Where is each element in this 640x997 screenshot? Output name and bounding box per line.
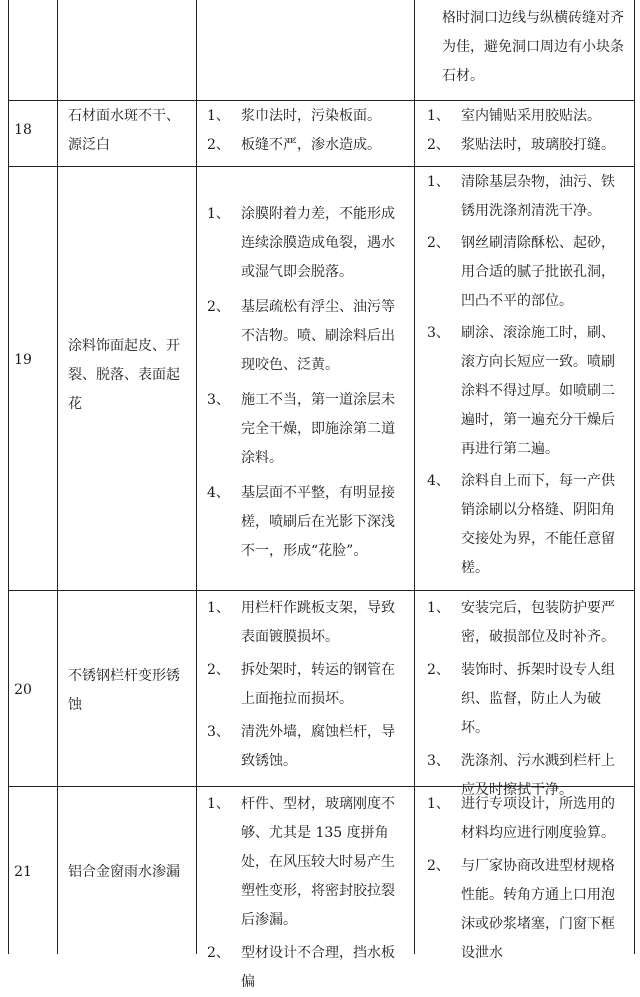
cause-item [207, 939, 407, 997]
cause-item [207, 790, 407, 935]
measure-marker: 3、 [427, 325, 450, 341]
cause-marker: 3、 [207, 392, 230, 408]
measure-item [427, 319, 627, 464]
cause-marker: 1、 [207, 206, 230, 222]
cause-item [207, 594, 407, 652]
measure-text: 安装完后，包装防护要严密，破损部位及时补齐。 [461, 600, 615, 645]
cause-marker: 2、 [207, 299, 230, 315]
issue-cell: 不锈钢栏杆变形锈蚀 [68, 668, 180, 713]
row-number: 20 [14, 682, 32, 698]
cause-marker: 1、 [207, 108, 230, 124]
cause-text: 用栏杆作跳板支架，导致表面镀膜损坏。 [241, 600, 395, 645]
measure-text: 与厂家协商改进型材规格性能。转角方通上口用泡沫或砂浆堵塞，门窗下框设泄水 [461, 858, 615, 961]
issue-cell: 涂料饰面起皮、开裂、脱落、表面起花 [68, 338, 180, 412]
measure-text: 装饰时、拆架时设专人组织、监督，防止人为破坏。 [461, 662, 615, 736]
measures-cell [427, 168, 627, 583]
measure-item [427, 790, 627, 848]
cause-item [207, 200, 407, 287]
table-divider-causes [196, 0, 197, 954]
measure-item [427, 102, 627, 131]
cause-text: 施工不当，第一道涂层未完全干燥，即施涂第二道涂料。 [241, 392, 395, 466]
measure-marker: 3、 [427, 753, 450, 769]
table-border-right [634, 0, 635, 954]
causes-cell [207, 790, 407, 997]
table-row-continued [0, 0, 640, 100]
measure-item [427, 594, 627, 652]
measure-item [427, 168, 627, 226]
measures-cell [427, 594, 627, 805]
table-divider-measures [414, 0, 415, 954]
measure-item [427, 656, 627, 743]
measure-text: 钢丝刷清除酥松、起砂，用合适的腻子批嵌孔洞，凹凸不平的部位。 [461, 235, 615, 309]
measure-marker: 4、 [427, 473, 450, 489]
measure-text: 格时洞口边线与纵横砖缝对齐为佳，避免洞口周边有小块条石材。 [442, 10, 624, 84]
cause-item [207, 293, 407, 380]
row-divider [8, 590, 634, 591]
measure-item [427, 852, 627, 968]
measure-marker: 2、 [427, 662, 450, 678]
measure-marker: 1、 [427, 108, 450, 124]
measure-text: 清除基层杂物，油污、铁锈用洗涤剂清洗干净。 [461, 174, 615, 219]
measures-cell [427, 102, 627, 160]
measure-marker: 2、 [427, 858, 450, 874]
issue-cell: 石材面水斑不干、源泛白 [68, 108, 180, 153]
measure-text: 浆贴法时，玻璃胶打缝。 [461, 137, 615, 153]
measure-text: 涂料自上而下，每一产供销涂刷以分格缝、阴阳角交接处为界，不能任意留槎。 [461, 473, 615, 576]
cause-marker: 2、 [207, 945, 230, 961]
cause-marker: 3、 [207, 724, 230, 740]
measure-marker: 2、 [427, 137, 450, 153]
measure-marker: 1、 [427, 174, 450, 190]
measure-text: 室内铺贴采用胶贴法。 [461, 108, 601, 124]
causes-cell [207, 102, 407, 160]
measure-item [427, 467, 627, 583]
row-number: 19 [14, 352, 32, 368]
row-number: 18 [14, 122, 32, 138]
measure-item [427, 229, 627, 316]
cause-item [207, 718, 407, 776]
cause-text: 板缝不严，渗水造成。 [241, 137, 381, 153]
table-divider-issue [57, 0, 58, 954]
row-divider [8, 166, 634, 167]
cause-text: 清洗外墙，腐蚀栏杆，导致锈蚀。 [241, 724, 395, 769]
cause-item [207, 131, 407, 160]
cause-text: 基层面不平整，有明显接槎，喷刷后在光影下深浅不一，形成“花脸”。 [241, 485, 395, 559]
row-number: 21 [14, 864, 32, 880]
issue-cell: 铝合金窗雨水渗漏 [68, 864, 180, 880]
cause-marker: 4、 [207, 485, 230, 501]
measure-marker: 1、 [427, 600, 450, 616]
causes-cell [207, 200, 407, 566]
cause-item [207, 102, 407, 131]
causes-cell [207, 594, 407, 776]
cause-marker: 2、 [207, 137, 230, 153]
measure-marker: 1、 [427, 796, 450, 812]
cause-marker: 1、 [207, 796, 230, 812]
measures-cell [427, 790, 627, 968]
measure-item [427, 131, 627, 160]
measure-marker: 2、 [427, 235, 450, 251]
measure-text: 进行专项设计，所选用的材料均应进行刚度验算。 [461, 796, 615, 841]
measure-item [427, 4, 627, 91]
cause-marker: 1、 [207, 600, 230, 616]
cause-text: 拆处架时，转运的钢管在上面拖拉而损坏。 [241, 662, 395, 707]
cause-item [207, 386, 407, 473]
row-divider [8, 100, 634, 101]
cause-item [207, 479, 407, 566]
cause-text: 基层疏松有浮尘、油污等不洁物。喷、刷涂料后出现咬色、泛黄。 [241, 299, 395, 373]
measures-cell [427, 4, 627, 91]
cause-text: 涂膜附着力差，不能形成连续涂膜造成龟裂，遇水或湿气即会脱落。 [241, 206, 395, 280]
cause-text: 型材设计不合理，挡水板偏 [241, 945, 395, 990]
measure-text: 刷涂、滚涂施工时，刷、滚方向长短应一致。喷刷涂料不得过厚。如喷刷二遍时，第一遍充分干燥后再进行第二遍。 [461, 325, 615, 457]
cause-item [207, 656, 407, 714]
cause-marker: 2、 [207, 662, 230, 678]
cause-text: 杆件、型材，玻璃刚度不够、尤其是 135 度拼角处，在风压较大时易产生塑性变形，将密封胶拉裂后渗漏。 [241, 796, 395, 928]
measure-text: 洗涤剂、污水溅到栏杆上应及时擦拭干净。 [461, 753, 615, 798]
cause-text: 浆巾法时，污染板面。 [241, 108, 381, 124]
